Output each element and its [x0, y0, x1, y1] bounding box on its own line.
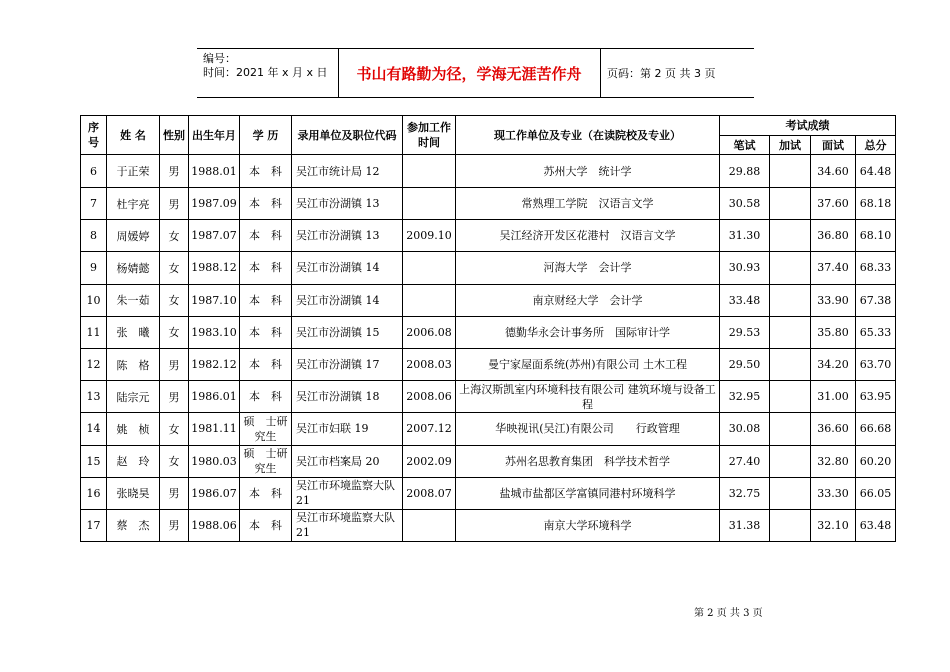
cell-edu: 本 科: [240, 477, 292, 509]
cell-no: 9: [81, 252, 107, 284]
cell-bonus: [770, 316, 811, 348]
table-row: [81, 155, 896, 188]
cell-bonus: [770, 220, 811, 252]
col-work-start: 参加工作时间: [403, 116, 456, 155]
cell-total: 68.10: [856, 220, 896, 252]
cell-unit: 吴江市档案局 20: [292, 445, 403, 477]
cell-bonus: [770, 348, 811, 380]
cell-bonus: [770, 445, 811, 477]
cell-edu: 本 科: [240, 188, 292, 220]
cell-edu: 本 科: [240, 284, 292, 316]
cell-written: 27.40: [720, 445, 770, 477]
col-bonus: 加试: [770, 136, 811, 155]
cell-birth: 1988.12: [189, 252, 240, 284]
header-meta: [197, 49, 339, 97]
cell-current: 常熟理工学院 汉语言文学: [456, 188, 720, 220]
cell-unit: 吴江市汾湖镇 17: [292, 348, 403, 380]
cell-written: 30.93: [720, 252, 770, 284]
cell-gender: 男: [160, 477, 189, 509]
cell-bonus: [770, 381, 811, 413]
cell-interview: 36.80: [811, 220, 856, 252]
cell-total: 67.38: [856, 284, 896, 316]
cell-total: 63.95: [856, 381, 896, 413]
cell-no: 16: [81, 477, 107, 509]
cell-current: 德勤华永会计事务所 国际审计学: [456, 316, 720, 348]
cell-gender: 女: [160, 413, 189, 445]
cell-gender: 男: [160, 509, 189, 541]
col-edu: 学 历: [240, 116, 292, 155]
cell-birth: 1988.01: [189, 155, 240, 188]
cell-total: 63.48: [856, 509, 896, 541]
cell-work-start: 2007.12: [403, 413, 456, 445]
cell-birth: 1987.07: [189, 220, 240, 252]
col-unit: 录用单位及职位代码: [292, 116, 403, 155]
col-total: 总分: [856, 136, 896, 155]
score-table: [80, 115, 896, 542]
cell-name: 朱一茹: [107, 284, 160, 316]
cell-no: 11: [81, 316, 107, 348]
cell-unit: 吴江市汾湖镇 13: [292, 188, 403, 220]
cell-total: 60.20: [856, 445, 896, 477]
cell-bonus: [770, 284, 811, 316]
cell-name: 杜宇亮: [107, 188, 160, 220]
table-row: [81, 477, 896, 509]
cell-unit: 吴江市环境监察大队 21: [292, 477, 403, 509]
cell-gender: 女: [160, 316, 189, 348]
cell-total: 63.70: [856, 348, 896, 380]
cell-unit: 吴江市汾湖镇 14: [292, 252, 403, 284]
cell-unit: 吴江市环境监察大队 21: [292, 509, 403, 541]
header-page-code: 页码：第 2 页 共 3 页: [607, 67, 716, 80]
cell-no: 12: [81, 348, 107, 380]
cell-name: 姚 桢: [107, 413, 160, 445]
cell-total: 66.05: [856, 477, 896, 509]
cell-interview: 36.60: [811, 413, 856, 445]
cell-written: 29.53: [720, 316, 770, 348]
page-footer: 第 2 页 共 3 页: [694, 608, 763, 619]
col-interview: 面试: [811, 136, 856, 155]
header-motto: 书山有路勤为径，学海无涯苦作舟: [338, 49, 601, 97]
cell-interview: 32.80: [811, 445, 856, 477]
cell-total: 68.33: [856, 252, 896, 284]
code-label: 编号：: [203, 52, 236, 65]
cell-bonus: [770, 188, 811, 220]
cell-current: 南京大学环境科学: [456, 509, 720, 541]
cell-work-start: 2006.08: [403, 316, 456, 348]
cell-name: 周媛婷: [107, 220, 160, 252]
cell-name: 蔡 杰: [107, 509, 160, 541]
cell-birth: 1981.11: [189, 413, 240, 445]
cell-interview: 33.30: [811, 477, 856, 509]
cell-work-start: 2008.03: [403, 348, 456, 380]
cell-unit: 吴江市汾湖镇 13: [292, 220, 403, 252]
cell-written: 30.58: [720, 188, 770, 220]
cell-work-start: [403, 284, 456, 316]
date-label: 时间：2021 年 x 月 x 日: [203, 66, 328, 79]
cell-bonus: [770, 477, 811, 509]
table-row: [81, 252, 896, 284]
cell-birth: 1982.12: [189, 348, 240, 380]
table-row: [81, 413, 896, 445]
cell-interview: 34.60: [811, 155, 856, 188]
cell-total: 66.68: [856, 413, 896, 445]
cell-edu: 本 科: [240, 509, 292, 541]
cell-written: 31.30: [720, 220, 770, 252]
cell-edu: 本 科: [240, 381, 292, 413]
cell-written: 33.48: [720, 284, 770, 316]
cell-total: 68.18: [856, 188, 896, 220]
cell-current: 南京财经大学 会计学: [456, 284, 720, 316]
cell-unit: 吴江市汾湖镇 15: [292, 316, 403, 348]
col-current: 现工作单位及专业（在读院校及专业）: [456, 116, 720, 155]
cell-written: 32.95: [720, 381, 770, 413]
cell-unit: 吴江市统计局 12: [292, 155, 403, 188]
cell-current: 盐城市盐都区学富镇同港村环境科学: [456, 477, 720, 509]
cell-work-start: 2008.07: [403, 477, 456, 509]
cell-gender: 女: [160, 220, 189, 252]
cell-gender: 男: [160, 348, 189, 380]
cell-interview: 33.90: [811, 284, 856, 316]
cell-interview: 31.00: [811, 381, 856, 413]
table-row: [81, 220, 896, 252]
cell-unit: 吴江市汾湖镇 18: [292, 381, 403, 413]
cell-work-start: [403, 155, 456, 188]
table-row: [81, 188, 896, 220]
cell-interview: 37.40: [811, 252, 856, 284]
table-row: [81, 381, 896, 413]
cell-written: 32.75: [720, 477, 770, 509]
cell-current: 曼宁家屋面系统(苏州)有限公司 土木工程: [456, 348, 720, 380]
cell-unit: 吴江市妇联 19: [292, 413, 403, 445]
cell-gender: 男: [160, 381, 189, 413]
cell-birth: 1983.10: [189, 316, 240, 348]
cell-current: 河海大学 会计学: [456, 252, 720, 284]
cell-interview: 34.20: [811, 348, 856, 380]
cell-gender: 男: [160, 155, 189, 188]
col-seq: 序号: [81, 116, 107, 155]
cell-work-start: 2008.06: [403, 381, 456, 413]
cell-birth: 1988.06: [189, 509, 240, 541]
cell-name: 张晓昊: [107, 477, 160, 509]
cell-birth: 1980.03: [189, 445, 240, 477]
cell-gender: 女: [160, 284, 189, 316]
cell-no: 15: [81, 445, 107, 477]
cell-written: 29.88: [720, 155, 770, 188]
cell-written: 29.50: [720, 348, 770, 380]
table-row: [81, 445, 896, 477]
col-gender: 性别: [160, 116, 189, 155]
cell-work-start: [403, 188, 456, 220]
cell-work-start: [403, 252, 456, 284]
table-row: [81, 284, 896, 316]
col-written: 笔试: [720, 136, 770, 155]
col-name: 姓 名: [107, 116, 160, 155]
cell-no: 7: [81, 188, 107, 220]
cell-edu: 本 科: [240, 155, 292, 188]
page-header: [197, 48, 754, 98]
cell-bonus: [770, 509, 811, 541]
cell-bonus: [770, 413, 811, 445]
cell-edu: 本 科: [240, 220, 292, 252]
cell-work-start: 2002.09: [403, 445, 456, 477]
table-row: [81, 348, 896, 380]
cell-edu: 本 科: [240, 316, 292, 348]
cell-current: 吴江经济开发区花港村 汉语言文学: [456, 220, 720, 252]
cell-name: 陆宗元: [107, 381, 160, 413]
table-row: [81, 316, 896, 348]
cell-no: 14: [81, 413, 107, 445]
cell-edu: 硕 士研究生: [240, 413, 292, 445]
cell-bonus: [770, 252, 811, 284]
cell-edu: 本 科: [240, 252, 292, 284]
cell-birth: 1987.09: [189, 188, 240, 220]
cell-work-start: [403, 509, 456, 541]
cell-interview: 32.10: [811, 509, 856, 541]
cell-no: 8: [81, 220, 107, 252]
cell-current: 苏州大学 统计学: [456, 155, 720, 188]
cell-total: 64.48: [856, 155, 896, 188]
cell-interview: 37.60: [811, 188, 856, 220]
col-birth: 出生年月: [189, 116, 240, 155]
cell-name: 张 曦: [107, 316, 160, 348]
cell-no: 6: [81, 155, 107, 188]
cell-bonus: [770, 155, 811, 188]
cell-unit: 吴江市汾湖镇 14: [292, 284, 403, 316]
cell-gender: 女: [160, 445, 189, 477]
cell-name: 陈 格: [107, 348, 160, 380]
cell-name: 于正荣: [107, 155, 160, 188]
col-scores: 考试成绩: [720, 116, 896, 136]
cell-no: 17: [81, 509, 107, 541]
cell-edu: 硕 士研究生: [240, 445, 292, 477]
cell-birth: 1986.01: [189, 381, 240, 413]
cell-written: 30.08: [720, 413, 770, 445]
cell-birth: 1987.10: [189, 284, 240, 316]
cell-name: 赵 玲: [107, 445, 160, 477]
cell-interview: 35.80: [811, 316, 856, 348]
cell-total: 65.33: [856, 316, 896, 348]
cell-no: 13: [81, 381, 107, 413]
cell-work-start: 2009.10: [403, 220, 456, 252]
cell-birth: 1986.07: [189, 477, 240, 509]
cell-edu: 本 科: [240, 348, 292, 380]
cell-gender: 女: [160, 252, 189, 284]
cell-name: 杨婧懿: [107, 252, 160, 284]
cell-gender: 男: [160, 188, 189, 220]
table-row: [81, 509, 896, 541]
cell-current: 上海汉斯凯室内环境科技有限公司 建筑环境与设备工程: [456, 381, 720, 413]
cell-no: 10: [81, 284, 107, 316]
cell-current: 苏州名思教育集团 科学技术哲学: [456, 445, 720, 477]
cell-current: 华映视讯(吴江)有限公司 行政管理: [456, 413, 720, 445]
cell-written: 31.38: [720, 509, 770, 541]
